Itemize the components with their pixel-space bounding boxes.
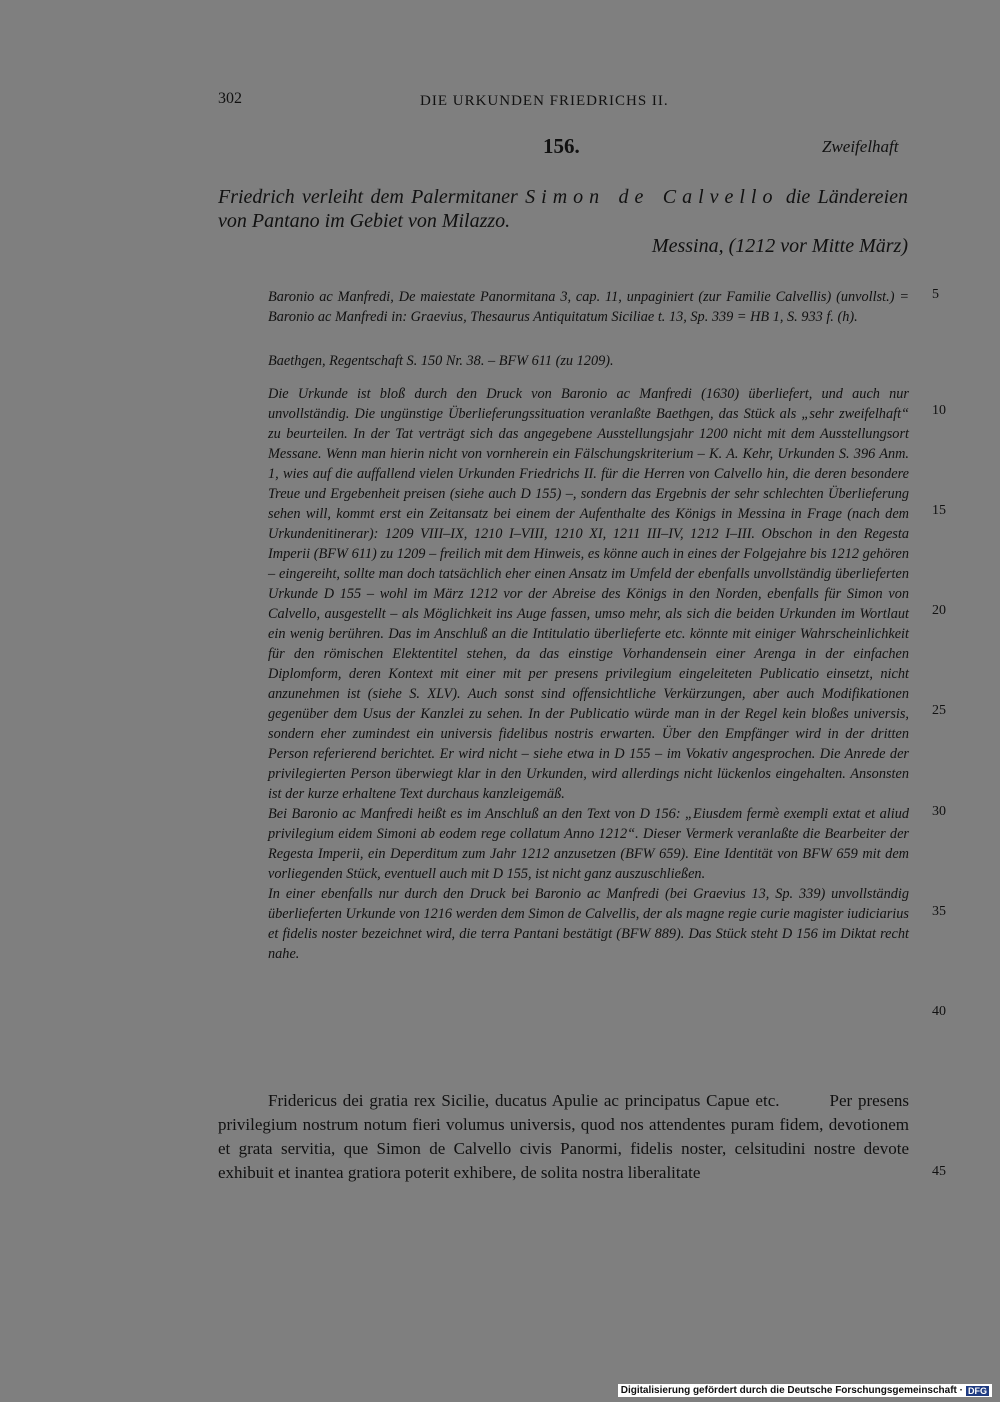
- dfg-footer: [618, 1384, 992, 1397]
- note-commentary-paragraph-2: Bei Baronio ac Manfredi heißt es im Anschluß an den Text von D 156: „Eiusdem fermè exempli extat et aliud privilegium eidem Simoni ab eodem rege collatum Anno 1212“. Dieser Vermerk veranlaßte die Bearbeiter der Regesta Imperii, ein Deperditum zum Jahr 1212 anzusetzen (BFW 659). Eine Identität von BFW 659 mit dem vorliegenden Stück, eventuell auch mit D 155, ist nicht ganz auszuschließen.: [268, 806, 909, 882]
- note-commentary-paragraph-3: In einer ebenfalls nur durch den Druck bei Baronio ac Manfredi (bei Graevius 13, Sp. 339) unvollständig überlieferten Urkunde von 1216 werden dem Simon de Calvellis, der als magne regie curie magister iudiciarius et fidelis noster bezeichnet wird, die terra Pantani bestätigt (BFW 889). Das Stück steht D 156 im Diktat recht nahe.: [268, 886, 909, 962]
- note-commentary-paragraph-1: Die Urkunde ist bloß durch den Druck von Baronio ac Manfredi (1630) überliefert, und auch nur unvollständig. Die ungünstige Überlieferungssituation veranlaßte Baethgen, das Stück als „sehr zweifelhaft“ zu beurteilen. In der Tat verträgt sich das angegebene Ausstellungsjahr 1200 nicht mit dem Ausstellungsort Messane. Wenn man hierin nicht von vornherein ein Fälschungskriterium – K. A. Kehr, Urkunden S. 396 Anm. 1, wies auf die auffallend vielen Urkunden Friedrichs II. für die Herren von Calvello hin, die deren besondere Treue und Ergebenheit preisen (siehe auch D 155) –, sondern das Ergebnis der sehr schlechten Überlieferung sehen will, kommt erst ein Zeitansatz bei einem der Aufenthalte des Königs in Messina in Frage (nach dem Urkundenitinerar): 1209 VIII–IX, 1210 I–VIII, 1210 XI, 1211 III–IV, 1212 I–III. Obschon in den Regesta Imperii (BFW 611) zu 1209 – freilich mit dem Hinweis, es könne auch in eines der Folgejahre bis 1212 gehören – eingereiht, sollte man doch tatsächlich eher einen Ansatz im Umfeld der ebenfalls unvollständig überlieferten Urkunde D 155 – wohl im März 1212 vor der Abreise des Königs in den Norden, ebenfalls für Simon von Calvello, ausgestellt – als Möglichkeit ins Auge fassen, umso mehr, als sich die beiden Urkunden im Wortlaut ein wenig berühren. Das im Anschluß an die Intitulatio überlieferte etc. könnte mit einiger Wahrscheinlichkeit für den römischen Elektentitel stehen, da das einstige Vorhandensein einer Arenga in der einfachen Diplomform, deren Kontext mit einer mit per presens privilegium eingeleiteten Publicatio einsetzt, nicht anzunehmen ist (siehe S. XLV). Auch sonst sind offensichtliche Verkürzungen, aber auch Modifikationen gegenüber dem Usus der Kanzlei zu sehen. In der Publicatio würde man in der Regel kein bloßes universis, sondern eher zumindest ein universis fidelibus nostris erwarten. Über den Empfänger wird in der dritten Person referierend berichtet. Er wird nicht – siehe etwa in D 155 – im Vokativ angesprochen. Die Anrede der privilegierten Person überwiegt klar in den Urkunden, wird allerdings nicht lückenlos eingehalten. Ansonsten ist der kurze erhaltene Text durchaus kanzleigemäß.: [268, 386, 909, 802]
- note-tradition: Baronio ac Manfredi, De maiestate Panormitana 3, cap. 11, unpaginiert (zur Familie Calvellis) (unvollst.) = Baronio ac Manfredi in: Graevius, Thesaurus Antiquitatum Siciliae t. 13, Sp. 339 = HB 1, S. 933 f. (h).: [268, 289, 909, 325]
- dfg-logo: DFG: [968, 1385, 987, 1396]
- document-title: [218, 185, 908, 233]
- line-number: 10: [932, 403, 946, 418]
- line-number: 15: [932, 503, 946, 518]
- title-part-2: die Ländereien von Pantano im Gebiet von Milazzo.: [218, 186, 908, 232]
- line-number: 20: [932, 603, 946, 618]
- line-number: 25: [932, 703, 946, 718]
- line-number: 45: [932, 1164, 946, 1179]
- running-head: DIE URKUNDEN FRIEDRICHS II.: [420, 93, 669, 109]
- note-regesta: Baethgen, Regentschaft S. 150 Nr. 38. – BFW 611 (zu 1209).: [268, 353, 614, 369]
- document-text: [218, 1089, 909, 1185]
- line-number: 40: [932, 1004, 946, 1019]
- title-person-name: Simon de Calvello: [525, 186, 779, 208]
- document-status: Zweifelhaft: [822, 137, 899, 156]
- footer-text: Digitalisierung gefördert durch die Deutsche Forschungsgemeinschaft ·: [620, 1385, 963, 1396]
- document-number: 156.: [543, 134, 580, 158]
- text-intitulatio: Fridericus dei gratia rex Sicilie, ducatus Apulie ac principatus Capue etc.: [268, 1091, 780, 1110]
- note-commentary: [268, 384, 909, 964]
- title-part-1: Friedrich verleiht dem Palermitaner: [218, 186, 526, 208]
- line-number: 5: [932, 287, 939, 302]
- place-date: Messina, (1212 vor Mitte März): [651, 235, 908, 257]
- page-number: 302: [218, 90, 242, 107]
- line-number: 30: [932, 804, 946, 819]
- text-publicatio: Per presens privilegium nostrum notum fieri volumus universis, quod nos attendentes puram fidem, devotionem et grata servitia, que Simon de Calvello civis Panormi, fidelis noster, celsitudini nostre devote exhibuit et inantea gratiora poterit exhibere, de solita nostra liberalitate: [218, 1091, 909, 1182]
- line-number: 35: [932, 904, 946, 919]
